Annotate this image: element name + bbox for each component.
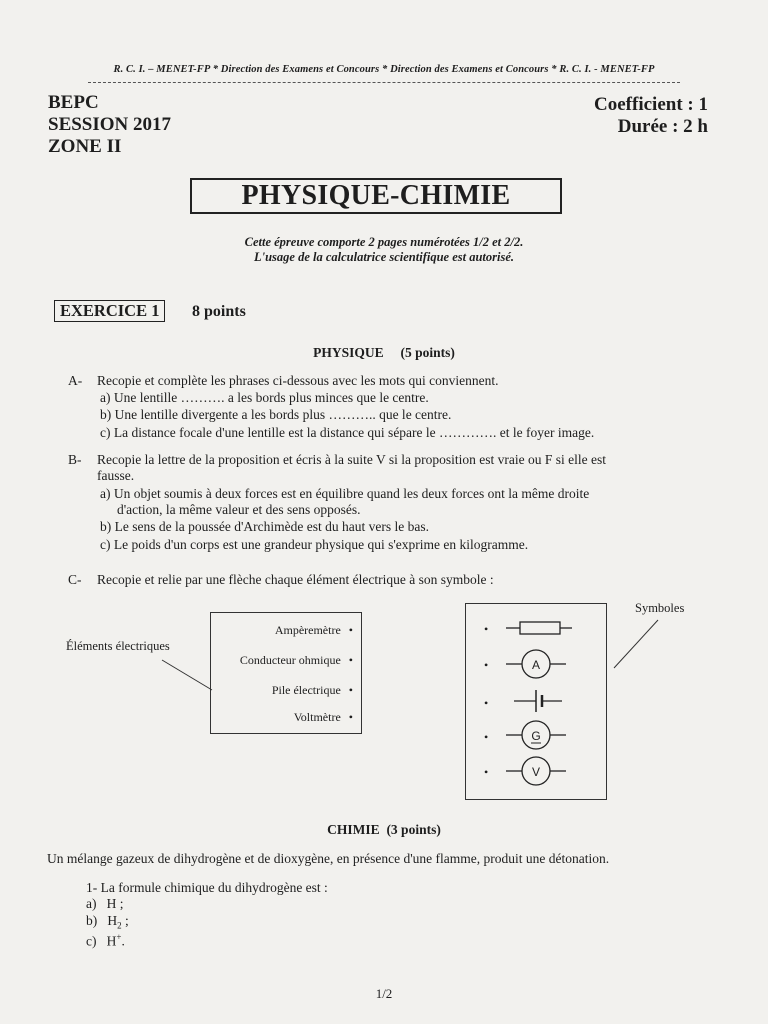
part-b-item: b) Le sens de la poussée d'Archimède est du haut vers le bas. bbox=[100, 519, 429, 534]
element-row bbox=[240, 653, 353, 668]
option-b-label: b) bbox=[86, 913, 98, 928]
circuit-symbols bbox=[466, 604, 606, 799]
part-a-item: b) Une lentille divergente a les bords plus ……….. que le centre. bbox=[100, 407, 452, 422]
connect-dot: • bbox=[484, 696, 489, 710]
part-b-item: a) Un objet soumis à deux forces est en équilibre quand les deux forces ont la même droite bbox=[100, 486, 590, 501]
part-a-text: Recopie et complète les phrases ci-dessous avec les mots qui conviennent. bbox=[97, 373, 499, 388]
element-voltmeter: Voltmètre bbox=[293, 710, 341, 724]
part-b-label: B- bbox=[68, 452, 82, 467]
element-row bbox=[294, 710, 353, 725]
element-row bbox=[272, 683, 353, 698]
meter-letter-a: A bbox=[531, 658, 541, 672]
exercise-points: 8 points bbox=[192, 303, 246, 320]
connect-dot: • bbox=[484, 658, 489, 672]
ministry-header-line: R. C. I. – MENET-FP * Direction des Examens et Concours * Direction des Examens et Concours * R. C. I. - MENET-FP bbox=[113, 64, 655, 75]
physique-title: PHYSIQUE bbox=[313, 345, 384, 360]
exam-coefficient: Coefficient : 1 bbox=[594, 94, 708, 115]
chimie-title: CHIMIE bbox=[327, 822, 380, 837]
intro-line-1: Cette épreuve comporte 2 pages numérotées 1/2 et 2/2. bbox=[244, 235, 524, 249]
chimie-points: (3 points) bbox=[386, 822, 441, 837]
symbols-label: Symboles bbox=[635, 601, 685, 615]
galvanometer-symbol-icon bbox=[506, 721, 566, 749]
resistor-symbol-icon bbox=[506, 622, 572, 634]
connect-dot: • bbox=[348, 623, 353, 637]
subject-title: PHYSIQUE-CHIMIE bbox=[241, 180, 511, 211]
connect-dot: • bbox=[484, 730, 489, 744]
symbols-box bbox=[465, 603, 607, 800]
element-resistor: Conducteur ohmique bbox=[239, 653, 341, 667]
option-a bbox=[86, 895, 124, 912]
exam-zone: ZONE II bbox=[48, 136, 122, 157]
part-c-label: C- bbox=[68, 572, 82, 587]
part-b-item: c) Le poids d'un corps est une grandeur physique qui s'exprime en kilogramme. bbox=[100, 537, 529, 552]
voltmeter-symbol-icon bbox=[506, 757, 566, 785]
battery-symbol-icon bbox=[514, 690, 562, 712]
part-b-item-cont: d'action, la même valeur et des sens opposés. bbox=[117, 502, 361, 517]
intro-line-2: L'usage de la calculatrice scientifique est autorisé. bbox=[253, 250, 515, 264]
ammeter-symbol-icon bbox=[506, 650, 566, 678]
connect-dot: • bbox=[484, 622, 489, 636]
option-c-label: c) bbox=[86, 933, 97, 949]
option-c-tail: . bbox=[121, 933, 125, 949]
part-b-text: Recopie la lettre de la proposition et écris à la suite V si la proposition est vraie ou F si elle est bbox=[97, 452, 607, 467]
part-c-text: Recopie et relie par une flèche chaque élément électrique à son symbole : bbox=[97, 572, 494, 587]
connect-dot: • bbox=[348, 710, 353, 724]
option-c-base: H bbox=[106, 933, 117, 949]
exam-name: BEPC bbox=[48, 92, 99, 113]
option-a-label: a) bbox=[86, 896, 97, 911]
element-row bbox=[275, 623, 353, 638]
physique-points: (5 points) bbox=[400, 345, 455, 360]
elements-label: Éléments électriques bbox=[66, 639, 170, 653]
part-a-item: c) La distance focale d'une lentille est la distance qui sépare le …………. et le foyer image. bbox=[100, 425, 595, 440]
exercise-label: EXERCICE 1 bbox=[54, 300, 165, 322]
part-a-label: A- bbox=[68, 373, 83, 388]
elements-box bbox=[210, 612, 362, 734]
meter-letter-g: G bbox=[531, 729, 541, 743]
exam-session: SESSION 2017 bbox=[48, 114, 172, 135]
option-b-subscript: 2 bbox=[117, 920, 122, 931]
element-ammeter: Ampèremètre bbox=[274, 623, 341, 637]
option-c-superscript: + bbox=[116, 932, 122, 942]
option-c bbox=[86, 929, 125, 950]
meter-letter-v: V bbox=[531, 765, 541, 779]
element-battery: Pile électrique bbox=[271, 683, 341, 697]
option-b-base: H bbox=[107, 913, 118, 928]
chimie-question-1: 1- La formule chimique du dihydrogène est : bbox=[86, 880, 328, 895]
part-a-item: a) Une lentille ………. a les bords plus minces que le centre. bbox=[100, 390, 429, 405]
page-number: 1/2 bbox=[375, 986, 393, 1001]
chimie-intro: Un mélange gazeux de dihydrogène et de dioxygène, en présence d'une flamme, produit une détonation. bbox=[47, 851, 610, 866]
connect-dot: • bbox=[348, 653, 353, 667]
chimie-heading bbox=[0, 822, 768, 838]
connect-dot: • bbox=[348, 683, 353, 697]
part-b-text-cont: fausse. bbox=[97, 468, 135, 483]
connect-dot: • bbox=[484, 765, 489, 779]
option-a-value: H ; bbox=[106, 896, 124, 911]
exam-duration: Durée : 2 h bbox=[617, 116, 708, 137]
option-b-tail: ; bbox=[121, 913, 129, 928]
